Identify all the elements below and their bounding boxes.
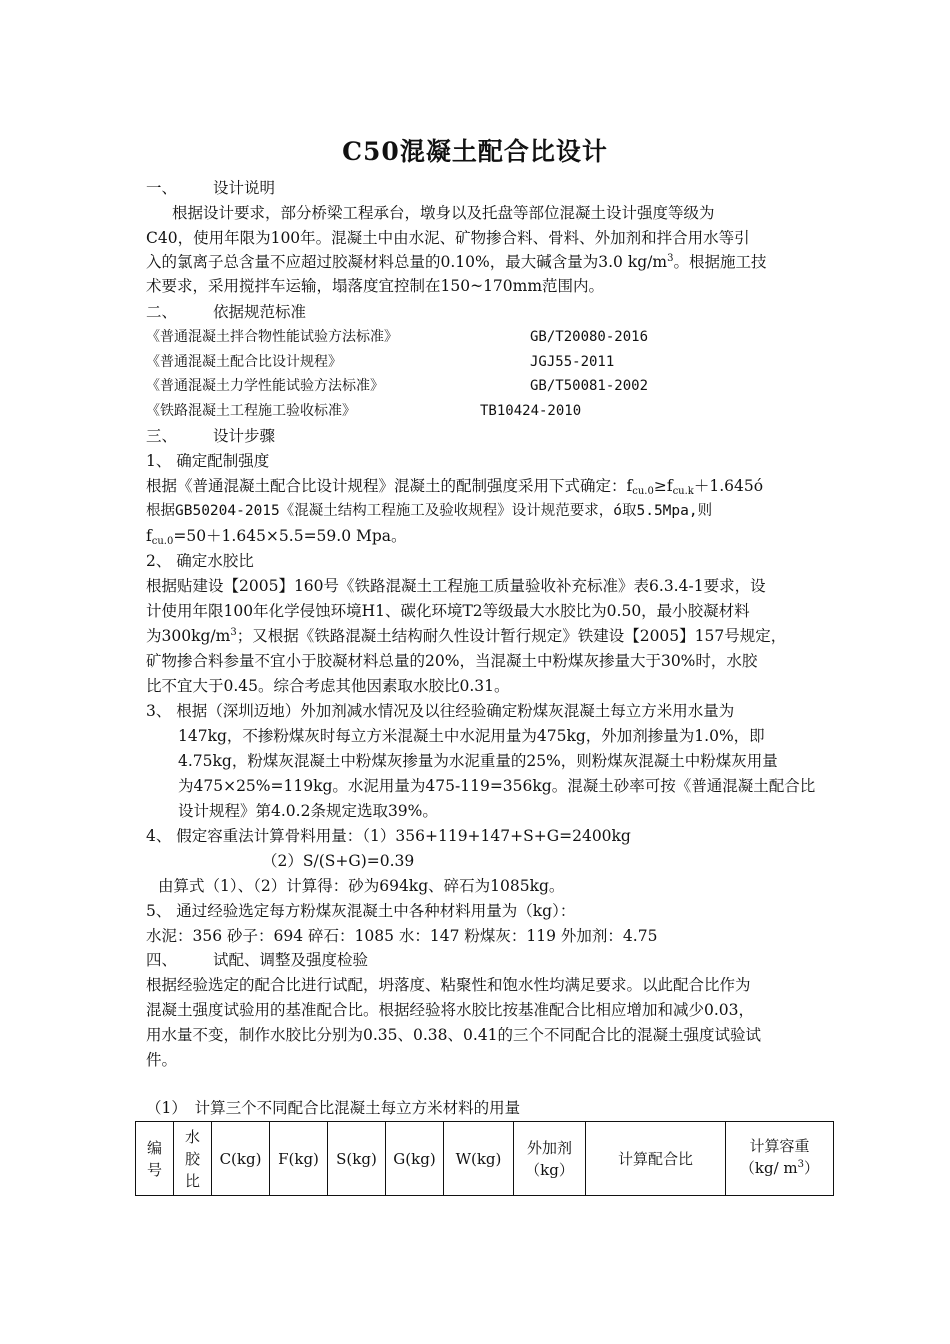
text-run: 为300kg/m <box>146 627 231 645</box>
text-run: f <box>146 527 152 545</box>
step-4-line: 由算式（1）、（2）计算得：砂为694kg、碎石为1085kg。 <box>158 877 565 895</box>
header-admixture: 外加剂 （kg） <box>514 1122 586 1196</box>
section-title: 设计说明 <box>213 179 276 197</box>
step-1-heading: 1、 确定配制强度 <box>146 452 270 470</box>
step-2-line <box>146 626 786 649</box>
header-flyash: F(kg) <box>270 1122 328 1196</box>
section-title: 依据规范标准 <box>213 303 307 321</box>
section-3-heading <box>146 426 275 446</box>
paragraph-line: 根据设计要求，部分桥梁工程承台，墩身以及托盘等部位混凝土设计强度等级为 <box>172 204 715 222</box>
section-1-heading <box>146 178 275 198</box>
section-title: 设计步骤 <box>213 427 276 445</box>
section-number: 四、 <box>146 951 178 969</box>
header-gravel: G(kg) <box>386 1122 444 1196</box>
header-number: 编号 <box>136 1122 174 1196</box>
step-2-line: 矿物掺合料参量不宜小于胶凝材料总量的20%，当混凝土中粉煤灰掺量大于30%时，水胶 <box>146 652 758 670</box>
step-2-line: 根据贴建设【2005】160号《铁路混凝土工程施工质量验收补充标准》表6.3.4-1要求，设 <box>146 577 766 595</box>
table-header-row <box>136 1122 834 1196</box>
paragraph-line: 混凝土强度试验用的基准配合比。根据经验将水胶比按基准配合比相应增加和减少0.03， <box>146 1001 755 1019</box>
paragraph-line: 件。 <box>146 1051 178 1069</box>
section-2-heading <box>146 302 306 322</box>
superscript: 3 <box>230 627 237 638</box>
mix-table <box>135 1121 834 1196</box>
header-calculated-density: 计算容重 （kg/ $m^3$） <box>726 1122 834 1196</box>
section-4-heading <box>146 950 368 970</box>
step-5-line: 水泥：356 砂子：694 碎石：1085 水：147 粉煤灰：119 外加剂：4.75 <box>146 927 658 945</box>
standard-name: 《普通混凝土拌合物性能试验方法标准》 <box>146 329 398 345</box>
step-2-line: 比不宜大于0.45。综合考虑其他因素取水胶比0.31。 <box>146 677 510 695</box>
document-title: C50混凝土配合比设计 <box>342 137 608 166</box>
section-number: 三、 <box>146 427 178 445</box>
section-number: 二、 <box>146 303 178 321</box>
text-run: 入的氯离子总含量不应超过胶凝材料总量的0.10%，最大碱含量为3.0 kg/m <box>146 253 668 271</box>
text-run: 。根据施工技 <box>673 253 767 271</box>
text-run: 根据《普通混凝土配合比设计规程》混凝土的配制强度采用下式确定：f <box>146 477 633 495</box>
subscript: cu.k <box>672 486 694 497</box>
step-3-line: 设计规程》第4.0.2条规定选取39%。 <box>178 802 438 820</box>
header-calculated-ratio: 计算配合比 <box>586 1122 726 1196</box>
standard-name: 《铁路混凝土工程施工验收标准》 <box>146 403 356 419</box>
standard-code: JGJ55-2011 <box>530 354 615 370</box>
text-run: ＋1.645ó <box>693 477 764 495</box>
standard-code: GB/T20080-2016 <box>530 329 649 345</box>
step-1-line <box>146 526 407 549</box>
standard-name: 《普通混凝土力学性能试验方法标准》 <box>146 378 384 394</box>
table-caption: （1） 计算三个不同配合比混凝土每立方米材料的用量 <box>146 1099 521 1117</box>
step-2-line: 计使用年限100年化学侵蚀环境H1、碳化环境T2等级最大水胶比为0.50，最小胶凝材料 <box>146 602 750 620</box>
standard-name: 《普通混凝土配合比设计规程》 <box>146 354 342 370</box>
text-run: =50＋1.645×5.5=59.0 Mpa。 <box>173 527 407 545</box>
paragraph-line: C40，使用年限为100年。混凝土中由水泥、矿物掺合料、骨料、外加剂和拌合用水等引 <box>146 229 750 247</box>
header-water-binder-ratio: 水胶比 <box>174 1122 212 1196</box>
step-3-line: 3、 根据（深圳迈地）外加剂减水情况及以往经验确定粉煤灰混凝土每立方米用水量为 <box>146 702 735 720</box>
header-cement: C(kg) <box>212 1122 270 1196</box>
superscript: 3 <box>667 253 674 264</box>
step-4-line: 4、 假定容重法计算骨料用量：（1）356+119+147+S+G=2400kg <box>146 827 631 845</box>
subscript: cu.0 <box>151 536 174 547</box>
header-sand: S(kg) <box>328 1122 386 1196</box>
step-1-line <box>146 476 763 499</box>
subscript: cu.0 <box>632 486 654 497</box>
paragraph-line <box>146 252 766 275</box>
standard-code: GB/T50081-2002 <box>530 378 649 394</box>
step-4-line: （2）S/(S+G)=0.39 <box>262 852 415 870</box>
text-run: ≥f <box>653 477 673 495</box>
step-5-line: 5、 通过经验选定每方粉煤灰混凝土中各种材料用量为（kg）： <box>146 902 576 920</box>
standard-code: TB10424-2010 <box>480 403 582 419</box>
text-run: ；又根据《铁路混凝土结构耐久性设计暂行规定》铁建设【2005】157号规定， <box>236 627 787 645</box>
section-number: 一、 <box>146 179 178 197</box>
step-1-line: 根据GB50204-2015《混凝土结构工程施工及验收规程》设计规范要求，ó取5.5Mpa,则 <box>146 503 713 519</box>
header-water: W(kg) <box>444 1122 514 1196</box>
section-title: 试配、调整及强度检验 <box>213 951 369 969</box>
step-2-heading: 2、 确定水胶比 <box>146 552 254 570</box>
paragraph-line: 用水量不变，制作水胶比分别为0.35、0.38、0.41的三个不同配合比的混凝土强度试验试 <box>146 1026 762 1044</box>
paragraph-line: 根据经验选定的配合比进行试配，坍落度、粘聚性和饱水性均满足要求。以此配合比作为 <box>146 976 751 994</box>
step-3-line: 4.75kg，粉煤灰混凝土中粉煤灰掺量为水泥重量的25%，则粉煤灰混凝土中粉煤灰用量 <box>178 752 778 770</box>
step-3-line: 147kg，不掺粉煤灰时每立方米混凝土中水泥用量为475kg，外加剂掺量为1.0%，即 <box>178 727 765 745</box>
paragraph-line: 术要求，采用搅拌车运输，塌落度宜控制在150~170mm范围内。 <box>146 277 605 295</box>
step-3-line: 为475×25%=119kg。水泥用量为475-119=356kg。混凝土砂率可按《普通混凝土配合比 <box>178 777 816 795</box>
